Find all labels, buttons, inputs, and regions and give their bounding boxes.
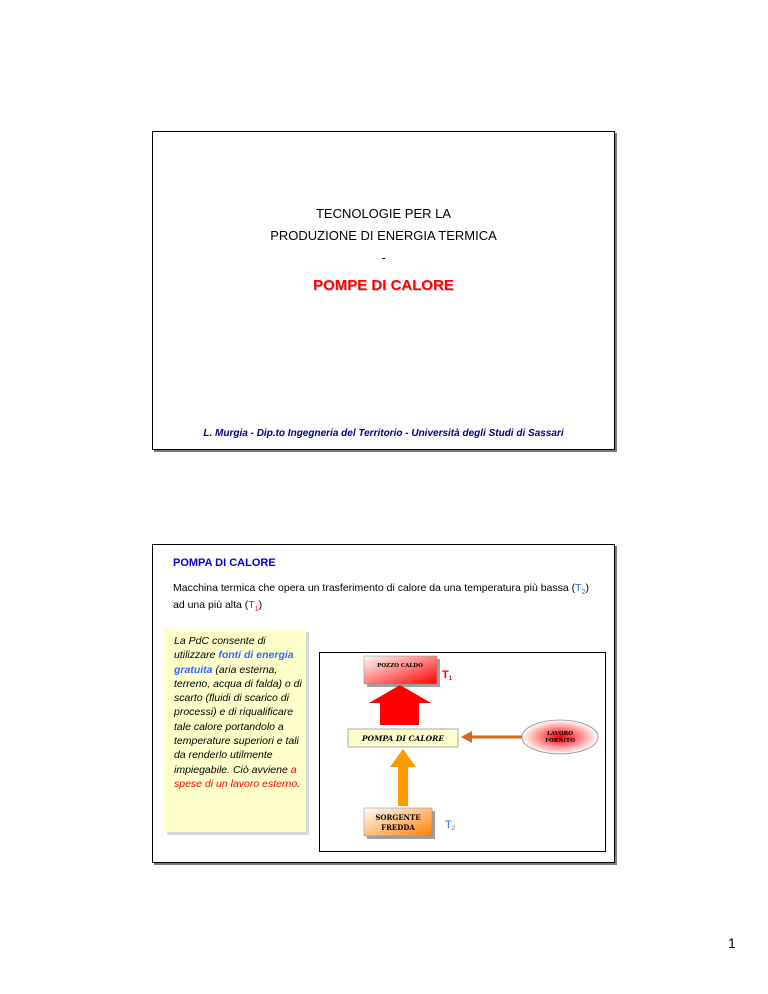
desc-text-1: Macchina termica che opera un trasferimento di calore da una temperatura più bassa ( (173, 582, 576, 594)
slide-main-title: POMPE DI CALORE (313, 277, 454, 294)
title-line-1: TECNOLOGIE PER LA (315, 206, 452, 221)
title-line-3: - (381, 250, 386, 265)
red-up-arrow (369, 685, 431, 725)
work-label-2: FORNITO (545, 738, 575, 744)
work-arrow-head (461, 731, 472, 743)
cold-source-label-1: SORGENTE (375, 813, 421, 822)
desc-text-2: ) ad una più alta ( (173, 582, 589, 612)
content-slide (152, 544, 615, 863)
desc-t1: $T_1$ (248, 599, 259, 614)
title-line-2: PRODUZIONE DI ENERGIA TERMICA (270, 228, 497, 243)
hot-sink-box (364, 656, 437, 684)
note-highlight: fonti di energia gratuita (174, 649, 294, 676)
work-ellipse (522, 720, 598, 754)
diagram-svg (320, 653, 605, 851)
note-text: La PdC consente di utilizzare fonti di energia gratuita (aria esterna, terreno, acqua di falda) o di scarto (fluidi di scarico di processi) e di riqualificare tale calore portandolo a temperature superiori e tali da renderlo utilmente impiegabile. Ciò avviene a spese di un lavoro esterno. (174, 635, 302, 790)
definition-paragraph (173, 582, 598, 616)
desc-t2: $T_2$ (575, 582, 586, 597)
t2-label: T2 (445, 819, 456, 832)
info-note-box (164, 629, 306, 832)
hot-sink-label: POZZO CALDO (377, 663, 423, 669)
slide-heading: POMPA DI CALORE (173, 557, 276, 569)
work-label-1: LAVORO (546, 731, 574, 737)
title-slide (152, 131, 615, 450)
desc-text-3: ) (258, 599, 263, 612)
note-red-text: a spese di un lavoro esterno (174, 763, 298, 790)
t1-label: T1 (442, 669, 453, 682)
orange-up-arrow (390, 749, 416, 806)
heat-pump-label: POMPA DI CALORE (361, 734, 445, 743)
heat-pump-diagram (319, 652, 606, 852)
author-footer: L. Murgia - Dip.to Ingegneria del Territorio - Università degli Studi di Sassari (203, 428, 564, 439)
cold-source-label-2: FREDDA (381, 823, 415, 832)
page-number: 1 (728, 935, 736, 951)
